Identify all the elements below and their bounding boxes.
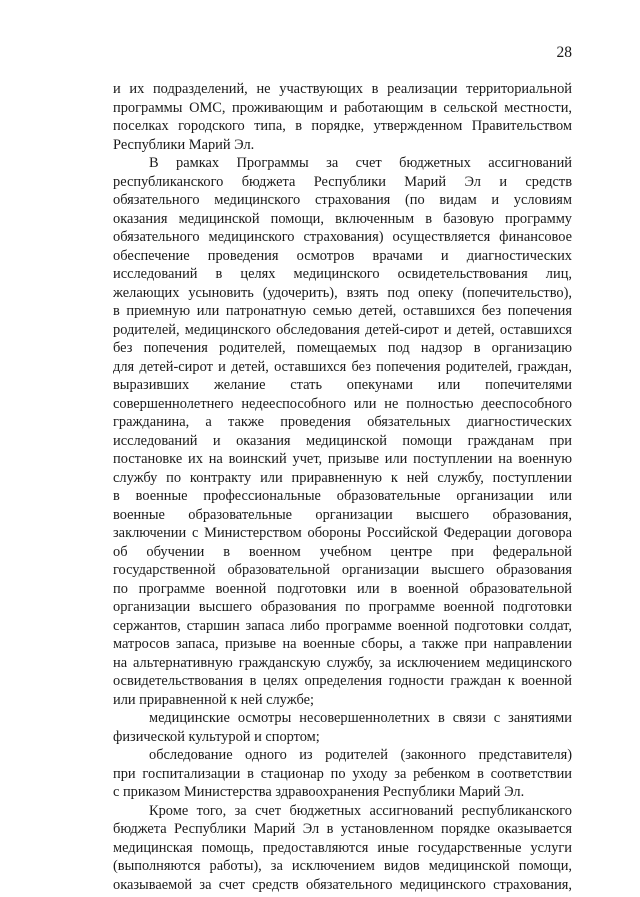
text-line: при госпитализации в стационар по уходу за ребенком в соответствии — [113, 765, 572, 782]
text-line: республиканского бюджета Республики Марий Эл и средств — [113, 173, 572, 190]
text-line: обязательного медицинского страхования (по видам и условиям — [113, 192, 572, 208]
text-line: государственной образовательной организации высшего образования — [113, 562, 572, 578]
text-line: для детей-сирот и детей, оставшихся без попечения родителей, граждан, — [113, 358, 572, 375]
text-line: поселках городского типа, в порядке, утвержденном Правительством — [113, 118, 572, 134]
text-line: заключении с Министерством обороны Российской Федерации договора — [113, 525, 572, 541]
text-line: физической культурой и спортом; — [113, 728, 320, 745]
text-line: военные образовательные организации высшего образования, — [113, 506, 572, 523]
text-line: матросов запаса, призыве на военные сборы, а также при направлении — [113, 636, 572, 652]
text-line: освидетельствования в целях определения годности граждан к военной — [113, 673, 572, 689]
text-line: или приравненной к ней службе; — [113, 691, 314, 708]
text-line: организации высшего образования по программе военной подготовки — [113, 599, 572, 615]
text-line: оказания медицинской помощи, включенным в базовую программу — [113, 210, 572, 227]
text-line: в приемную или патронатную семью детей, оставшихся без попечения — [113, 303, 572, 319]
text-line: программы ОМС, проживающим и работающим в сельской местности, — [113, 99, 572, 116]
text-line: медицинская помощь, предоставляются иные государственные услуги — [113, 839, 572, 856]
text-line: с приказом Министерства здравоохранения Республики Марий Эл. — [113, 784, 525, 800]
text-line: совершеннолетнего недееспособного или не полностью дееспособного — [113, 395, 572, 412]
text-line: обследование одного из родителей (законного представителя) — [149, 747, 572, 763]
text-line: гражданина, а также проведения обязательных диагностических — [113, 414, 572, 430]
document-body — [113, 80, 572, 894]
text-line: обеспечение проведения осмотров врачами и диагностических — [113, 247, 572, 264]
text-line: В рамках Программы за счет бюджетных ассигнований — [149, 155, 572, 171]
text-line: исследований в целях медицинского освидетельствования лиц, — [113, 266, 572, 282]
text-line: выразивших желание стать опекунами или попечителями — [113, 377, 572, 393]
text-line: об обучении в военном учебном центре при федеральной — [113, 543, 572, 560]
text-line: медицинские осмотры несовершеннолетних в связи с занятиями — [149, 710, 572, 726]
text-line: без попечения родителей, помещаемых под надзор в организацию — [113, 340, 572, 356]
text-line: исследований и оказания медицинской помощи гражданам при — [113, 432, 572, 449]
page-number: 28 — [556, 44, 572, 61]
text-line: (выполняются работы), за исключением видов медицинской помощи, — [113, 858, 572, 874]
text-line: по программе военной подготовки или в военной образовательной — [113, 580, 572, 597]
text-line: и их подразделений, не участвующих в реализации территориальной — [113, 81, 572, 97]
text-line: Республики Марий Эл. — [113, 136, 255, 153]
text-line: на альтернативную гражданскую службу, за исключением медицинского — [113, 654, 572, 671]
text-line: родителей, медицинского обследования детей-сирот и детей, оставшихся — [113, 321, 572, 338]
text-line: обязательного медицинского страхования) осуществляется финансовое — [113, 229, 572, 245]
text-line: оказываемой за счет средств обязательного медицинского страхования, — [113, 876, 572, 893]
text-line: Кроме того, за счет бюджетных ассигнований республиканского — [149, 802, 572, 819]
text-line: бюджета Республики Марий Эл в установленном порядке оказывается — [113, 821, 572, 837]
text-line: в военные профессиональные образовательные организации или — [113, 488, 572, 504]
text-line: желающих усыновить (удочерить), взять под опеку (попечительство), — [113, 284, 572, 301]
text-line: сержантов, старшин запаса либо программе военной подготовки солдат, — [113, 617, 572, 634]
text-line: постановке их на воинский учет, призыве или поступлении на военную — [113, 451, 572, 467]
text-line: службу по контракту или приравненную к ней службу, поступлении — [113, 469, 572, 486]
